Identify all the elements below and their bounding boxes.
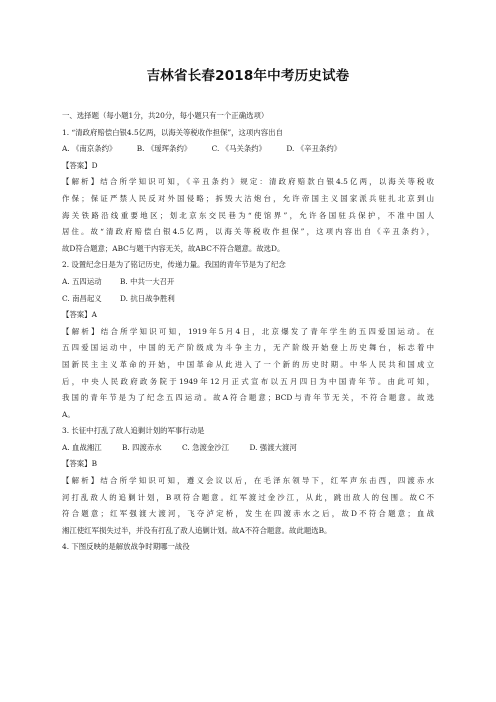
q2-answer: 【答案】A bbox=[62, 310, 97, 320]
q3-option-c: C. 急渡金沙江 bbox=[182, 442, 230, 452]
q2-option-d: D. 抗日战争胜利 bbox=[120, 293, 175, 303]
q1-analysis-line: 【解析】结合所学知识可知，《辛丑条约》规定：清政府赔款白银4.5亿两，以海关等税收 bbox=[62, 177, 434, 187]
q3-options bbox=[62, 440, 434, 457]
q1-analysis-line: 海关铁路沿线重要地区；划北京东交民巷为“使馆界”，允许各国驻兵保护，不准中国人 bbox=[62, 210, 434, 220]
q2-stem: 2. 设置纪念日是为了铭记历史，传递力量。我国的青年节是为了纪念 bbox=[62, 260, 286, 270]
q3-option-b: B. 四渡赤水 bbox=[121, 442, 162, 452]
q3-analysis-line: 湘江使红军损失过半，并没有打乱了敌人追剿计划。故A不符合题意。故此题选B。 bbox=[62, 525, 332, 535]
q2-option-a: A. 五四运动 bbox=[62, 276, 102, 286]
q1-stem: 1. “清政府赔偿白银4.5亿两，以海关等税收作担保”，这项内容出自 bbox=[62, 127, 283, 137]
q2-option-b: B. 中共一大召开 bbox=[119, 276, 175, 286]
q3-option-a: A. 血战湘江 bbox=[62, 442, 102, 452]
q1-answer: 【答案】D bbox=[62, 160, 98, 170]
q3-stem: 3. 长征中打乱了敌人追剿计划的军事行动是 bbox=[62, 426, 205, 436]
q4-stem: 4. 下图反映的是解放战争时期哪一战役 bbox=[62, 542, 190, 552]
exam-content bbox=[62, 108, 434, 556]
q2-option-c: C. 南昌起义 bbox=[62, 293, 102, 303]
q1-option-c: C. 《马关条约》 bbox=[211, 144, 267, 154]
q1-analysis-line: 故D符合题意；ABC与题干内容无关，故ABC不符合题意。故选D。 bbox=[62, 243, 285, 253]
q2-analysis-line: 【解析】结合所学知识可知，1919年5月4日，北京爆发了青年学生的五四爱国运动。在 bbox=[62, 326, 434, 336]
q2-analysis-line: A。 bbox=[62, 409, 75, 419]
q2-options-row1 bbox=[62, 274, 434, 291]
q2-analysis-line: 五四爱国运动中，中国的无产阶级成为斗争主力，无产阶级开始登上历史舞台，标志着中 bbox=[62, 343, 434, 353]
q1-options bbox=[62, 141, 434, 158]
q3-analysis-line: 【解析】结合所学知识可知，遵义会议以后，在毛泽东领导下，红军声东击西，四渡赤水 bbox=[62, 476, 434, 486]
q1-option-b: B. 《瑷珲条约》 bbox=[136, 144, 192, 154]
page-title: 吉林省长春2018年中考历史试卷 bbox=[146, 68, 350, 84]
q3-option-d: D. 强渡大渡河 bbox=[249, 442, 297, 452]
q1-option-a: A. 《南京条约》 bbox=[62, 144, 117, 154]
section-heading: 一、选择题（每小题1分，共20分，每小题只有一个正确选项） bbox=[62, 111, 269, 120]
q2-analysis-line: 国新民主主义革命的开始，中国革命从此进入了一个新的历史时期。中华人民共和国成立 bbox=[62, 359, 434, 369]
q3-analysis-line: 河打乱敌人的追剿计划，B项符合题意。红军渡过金沙江，从此，跳出敌人的包围。故C不 bbox=[62, 492, 434, 502]
q1-analysis-line: 居住。故“清政府赔偿白银4.5亿两，以海关等税收作担保”，这项内容出自《辛丑条约》， bbox=[62, 227, 434, 237]
q2-analysis-line: 后，中央人民政府政务院于1949年12月正式宣布以五月四日为中国青年节。由此可知， bbox=[62, 376, 434, 386]
q3-answer: 【答案】B bbox=[62, 459, 97, 469]
q3-analysis-line: 符合题意；红军强渡大渡河，飞夺泸定桥，发生在四渡赤水之后，故D不符合题意；血战 bbox=[62, 509, 434, 519]
q1-option-d: D. 《辛丑条约》 bbox=[286, 144, 342, 154]
q2-analysis-line: 我国的青年节是为了纪念五四运动。故A符合题意；BCD与青年节无关，不符合题意。故选 bbox=[62, 393, 434, 403]
q2-options-row2 bbox=[62, 291, 434, 308]
q1-analysis-line: 作保；保证严禁人民反对外国侵略；拆毁大沽炮台，允许帝国主义国家派兵驻扎北京到山 bbox=[62, 193, 434, 203]
